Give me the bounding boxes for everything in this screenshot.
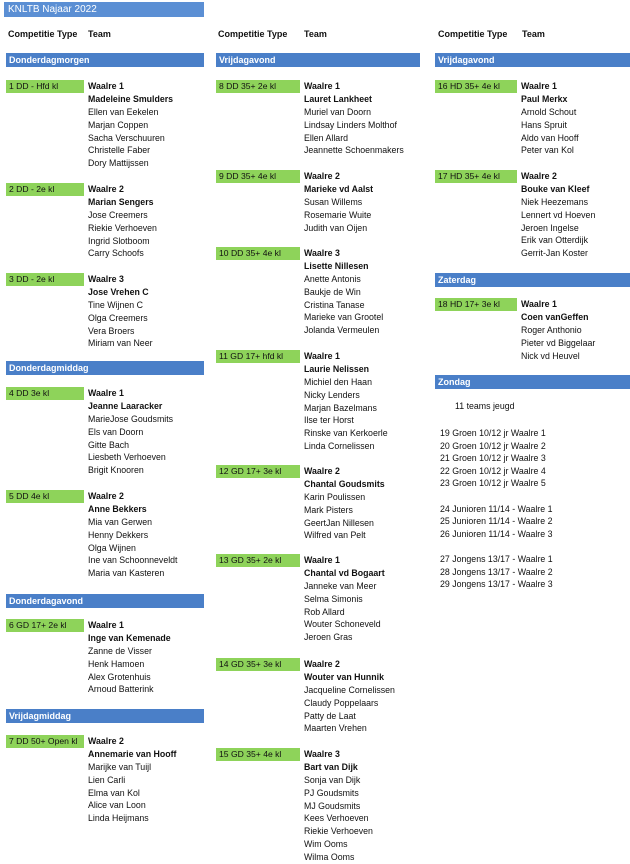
player-name: Lindsay Linders Molthof <box>304 119 397 130</box>
player-name: Maria van Kasteren <box>88 568 165 579</box>
team-roster <box>304 80 404 157</box>
player-name: Ine van Schoonneveldt <box>88 555 178 566</box>
player-name: Rosemarie Wuite <box>304 209 372 220</box>
player-name: Christelle Faber <box>88 145 151 156</box>
youth-team-list <box>440 427 553 591</box>
captain-name: Annemarie van Hooff <box>88 748 177 759</box>
player-name: Maarten Vrehen <box>304 723 367 734</box>
player-name: Gitte Bach <box>88 439 130 450</box>
player-name: Nicky Lenders <box>304 389 360 400</box>
player-name: Els van Doorn <box>88 426 144 437</box>
competition-type: 14 GD 35+ 3e kl <box>216 658 300 671</box>
player-name: Pieter vd Biggelaar <box>521 337 596 348</box>
player-name: Selma Simonis <box>304 593 363 604</box>
player-name: Cristina Tanase <box>304 299 365 310</box>
player-name: Jeroen Gras <box>304 632 353 643</box>
player-name: Riekie Verhoeven <box>88 222 157 233</box>
team-roster <box>304 350 388 453</box>
player-name: Lennert vd Hoeven <box>521 209 596 220</box>
team-name: Waalre 2 <box>304 171 340 181</box>
player-name: Liesbeth Verhoeven <box>88 452 166 463</box>
player-name: Dory Mattijssen <box>88 158 149 169</box>
youth-team: 22 Groen 10/12 jr Waalre 4 <box>440 465 546 476</box>
player-name: MarieJose Goudsmits <box>88 413 174 424</box>
captain-name: Wouter van Hunnik <box>304 671 384 682</box>
competition-type: 5 DD 4e kl <box>6 490 84 503</box>
player-name: Linda Heijmans <box>88 813 149 824</box>
header-team: Team <box>304 29 327 39</box>
captain-name: Anne Bekkers <box>88 503 147 514</box>
list-spacer <box>440 490 553 503</box>
player-name: Marjan Coppen <box>88 119 149 130</box>
captain-name: Chantal Goudsmits <box>304 478 385 489</box>
player-name: Arnoud Batterink <box>88 684 154 695</box>
player-name: Mia van Gerwen <box>88 516 153 527</box>
team-roster <box>304 748 373 864</box>
captain-name: Paul Merkx <box>521 93 568 104</box>
youth-team: 25 Junioren 11/14 - Waalre 2 <box>440 516 553 527</box>
competition-type: 4 DD 3e kl <box>6 387 84 400</box>
player-name: Patty de Laat <box>304 710 356 721</box>
captain-name: Jeanne Laaracker <box>88 400 163 411</box>
captain-name: Chantal vd Bogaart <box>304 567 385 578</box>
player-name: Anette Antonis <box>304 273 361 284</box>
team-name: Waalre 1 <box>88 388 124 398</box>
captain-name: Marian Sengers <box>88 196 154 207</box>
youth-team: 24 Junioren 11/14 - Waalre 1 <box>440 503 553 514</box>
team-roster <box>521 170 595 260</box>
player-name: Jose Creemers <box>88 209 148 220</box>
player-name: Jacqueline Cornelissen <box>304 684 395 695</box>
player-name: Arnold Schout <box>521 106 577 117</box>
header-type: Competitie Type <box>8 29 78 39</box>
day-header: Zaterdag <box>435 273 630 287</box>
competition-type: 15 GD 35+ 4e kl <box>216 748 300 761</box>
youth-team: 23 Groen 10/12 jr Waalre 5 <box>440 478 546 489</box>
youth-team: 28 Jongens 13/17 - Waalre 2 <box>440 566 553 577</box>
team-roster <box>88 273 153 350</box>
player-name: Michiel den Haan <box>304 376 372 387</box>
team-roster <box>88 387 173 477</box>
competition-type: 6 GD 17+ 2e kl <box>6 619 84 632</box>
player-name: Alice van Loon <box>88 800 146 811</box>
player-name: Mark Pisters <box>304 504 353 515</box>
team-roster <box>521 298 595 362</box>
player-name: Judith van Oijen <box>304 222 368 233</box>
player-name: Muriel van Doorn <box>304 106 371 117</box>
competition-type: 9 DD 35+ 4e kl <box>216 170 300 183</box>
player-name: Jeroen Ingelse <box>521 222 579 233</box>
youth-team: 19 Groen 10/12 jr Waalre 1 <box>440 428 546 438</box>
player-name: Henny Dekkers <box>88 529 149 540</box>
player-name: Ilse ter Horst <box>304 415 354 426</box>
team-roster <box>304 658 395 735</box>
team-name: Waalre 2 <box>304 466 340 476</box>
team-name: Waalre 1 <box>88 620 124 630</box>
player-name: Niek Heezemans <box>521 196 588 207</box>
player-name: Sacha Verschuuren <box>88 132 165 143</box>
player-name: Rinske van Kerkoerle <box>304 428 388 439</box>
competition-type: 12 GD 17+ 3e kl <box>216 465 300 478</box>
competition-type: 1 DD - Hfd kl <box>6 80 84 93</box>
team-name: Waalre 1 <box>304 555 340 565</box>
sheet-title: KNLTB Najaar 2022 <box>4 2 204 17</box>
header-type: Competitie Type <box>438 29 508 39</box>
player-name: PJ Goudsmits <box>304 787 359 798</box>
player-name: Baukje de Win <box>304 286 361 297</box>
team-name: Waalre 1 <box>521 81 557 91</box>
competition-type: 18 HD 17+ 3e kl <box>435 298 517 311</box>
player-name: Wim Ooms <box>304 839 348 850</box>
player-name: Sonja van Dijk <box>304 774 361 785</box>
player-name: Roger Anthonio <box>521 324 582 335</box>
player-name: MJ Goudsmits <box>304 800 361 811</box>
player-name: Rob Allard <box>304 606 345 617</box>
player-name: Alex Grotenhuis <box>88 671 151 682</box>
player-name: Karin Poulissen <box>304 491 366 502</box>
youth-team: 26 Junioren 11/14 - Waalre 3 <box>440 528 553 539</box>
team-name: Waalre 2 <box>88 491 124 501</box>
competition-type: 8 DD 35+ 2e kl <box>216 80 300 93</box>
player-name: Wouter Schoneveld <box>304 619 381 630</box>
day-header: Vrijdagavond <box>216 53 420 67</box>
captain-name: Lisette Nillesen <box>304 260 369 271</box>
team-roster <box>304 247 383 337</box>
team-name: Waalre 1 <box>304 81 340 91</box>
player-name: Gerrit-Jan Koster <box>521 248 588 259</box>
captain-name: Lauret Lankheet <box>304 93 372 104</box>
player-name: Ingrid Slotboom <box>88 235 150 246</box>
player-name: Ellen van Eekelen <box>88 106 159 117</box>
team-roster <box>88 735 176 825</box>
player-name: Carry Schoofs <box>88 248 144 259</box>
competition-type: 17 HD 35+ 4e kl <box>435 170 517 183</box>
player-name: Ellen Allard <box>304 132 349 143</box>
competition-type: 7 DD 50+ Open kl <box>6 735 84 748</box>
team-roster <box>304 170 373 234</box>
team-roster <box>304 465 385 542</box>
team-roster <box>521 80 579 157</box>
player-name: Marijke van Tuijl <box>88 761 152 772</box>
player-name: Erik van Otterdijk <box>521 235 588 246</box>
captain-name: Marieke vd Aalst <box>304 183 374 194</box>
team-name: Waalre 2 <box>88 736 124 746</box>
team-roster <box>88 80 173 170</box>
player-name: Wilfred van Pelt <box>304 530 366 541</box>
captain-name: Bart van Dijk <box>304 761 358 772</box>
youth-team: 21 Groen 10/12 jr Waalre 3 <box>440 453 546 464</box>
header-type: Competitie Type <box>218 29 288 39</box>
player-name: GeertJan Nillesen <box>304 517 374 528</box>
captain-name: Laurie Nelissen <box>304 363 370 374</box>
captain-name: Inge van Kemenade <box>88 632 171 643</box>
player-name: Tine Wijnen C <box>88 299 143 310</box>
day-header: Zondag <box>435 375 630 389</box>
list-spacer <box>440 540 553 553</box>
youth-title: 11 teams jeugd <box>455 401 515 411</box>
competition-type: 2 DD - 2e kl <box>6 183 84 196</box>
team-name: Waalre 3 <box>88 274 124 284</box>
captain-name: Jose Vrehen C <box>88 286 149 297</box>
competition-type: 13 GD 35+ 2e kl <box>216 554 300 567</box>
player-name: Jeannette Schoenmakers <box>304 145 404 156</box>
team-name: Waalre 1 <box>88 81 124 91</box>
player-name: Vera Broers <box>88 325 135 336</box>
player-name: Janneke van Meer <box>304 580 377 591</box>
day-header: Donderdagavond <box>6 594 204 608</box>
team-name: Waalre 3 <box>304 749 340 759</box>
day-header: Vrijdagmiddag <box>6 709 204 723</box>
player-name: Henk Hamoen <box>88 658 145 669</box>
player-name: Hans Spruit <box>521 119 567 130</box>
player-name: Wilma Ooms <box>304 852 355 863</box>
team-name: Waalre 2 <box>304 659 340 669</box>
player-name: Aldo van Hooff <box>521 132 579 143</box>
player-name: Olga Wijnen <box>88 542 136 553</box>
header-team: Team <box>522 29 545 39</box>
player-name: Elma van Kol <box>88 787 140 798</box>
player-name: Peter van Kol <box>521 145 574 156</box>
day-header: Donderdagmiddag <box>6 361 204 375</box>
youth-team: 20 Groen 10/12 jr Waalre 2 <box>440 440 546 451</box>
player-name: Riekie Verhoeven <box>304 826 373 837</box>
team-name: Waalre 3 <box>304 248 340 258</box>
team-name: Waalre 2 <box>88 184 124 194</box>
day-header: Vrijdagavond <box>435 53 630 67</box>
competition-type: 11 GD 17+ hfd kl <box>216 350 300 363</box>
team-name: Waalre 2 <box>521 171 557 181</box>
player-name: Nick vd Heuvel <box>521 350 580 361</box>
day-header: Donderdagmorgen <box>6 53 204 67</box>
competition-type: 3 DD - 2e kl <box>6 273 84 286</box>
player-name: Zanne de Visser <box>88 645 152 656</box>
player-name: Claudy Poppelaars <box>304 697 379 708</box>
player-name: Jolanda Vermeulen <box>304 325 380 336</box>
team-name: Waalre 1 <box>521 299 557 309</box>
youth-team: 27 Jongens 13/17 - Waalre 1 <box>440 553 553 564</box>
team-roster <box>88 619 171 696</box>
header-team: Team <box>88 29 111 39</box>
team-roster <box>88 183 157 260</box>
team-name: Waalre 1 <box>304 351 340 361</box>
player-name: Olga Creemers <box>88 312 148 323</box>
player-name: Marjan Bazelmans <box>304 402 377 413</box>
player-name: Kees Verhoeven <box>304 813 369 824</box>
player-name: Brigit Knooren <box>88 465 144 476</box>
captain-name: Coen vanGeffen <box>521 311 589 322</box>
captain-name: Bouke van Kleef <box>521 183 590 194</box>
competition-type: 10 DD 35+ 4e kl <box>216 247 300 260</box>
competition-type: 16 HD 35+ 4e kl <box>435 80 517 93</box>
team-roster <box>88 490 178 580</box>
player-name: Miriam van Neer <box>88 338 153 349</box>
youth-team: 29 Jongens 13/17 - Waalre 3 <box>440 579 553 590</box>
player-name: Lien Carli <box>88 774 126 785</box>
player-name: Susan Willems <box>304 196 363 207</box>
captain-name: Madeleine Smulders <box>88 93 174 104</box>
player-name: Marieke van Grootel <box>304 312 384 323</box>
player-name: Linda Cornelissen <box>304 441 375 452</box>
team-roster <box>304 554 385 644</box>
